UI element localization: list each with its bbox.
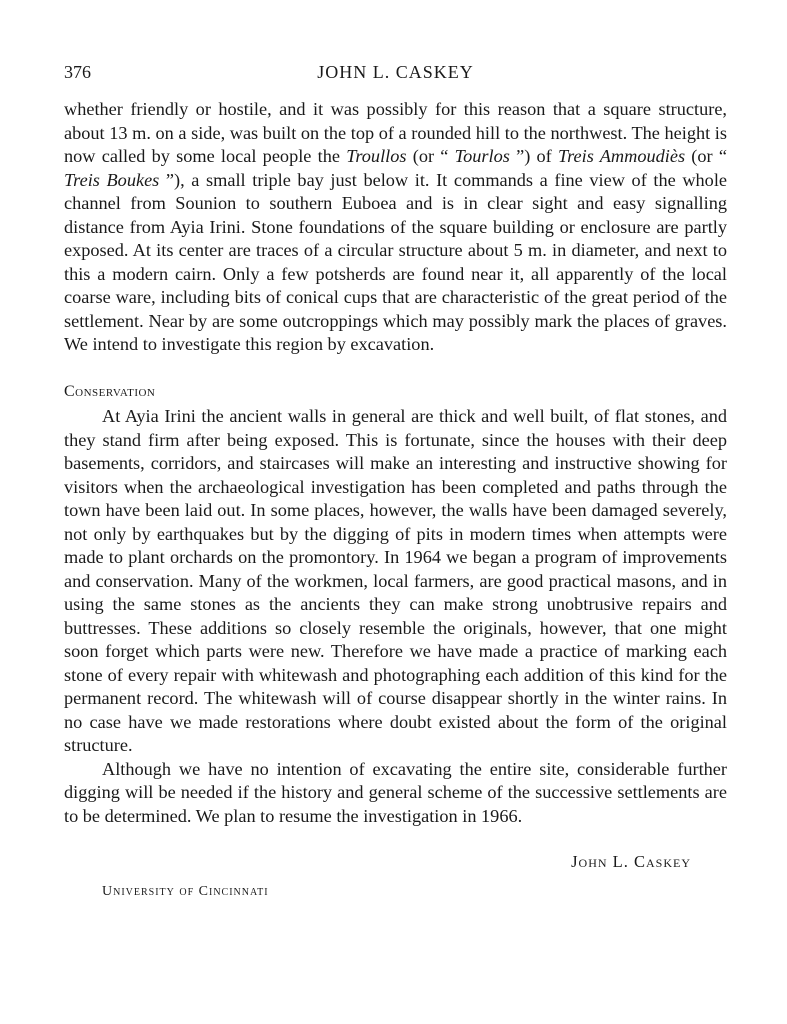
paragraph-1-text: whether friendly or hostile, and it was possibly for this reason that a square structure, about 13 m. on a side, was built on the top of a rounded hill to the northwest. The height is now called by some local people the [64,99,727,166]
page-number: 376 [64,62,91,82]
paragraph-2: At Ayia Irini the ancient walls in general are thick and well built, of flat stones, and they stand firm after being exposed. This is fortunate, since the houses with their deep basements, corridors, and staircases will make an interesting and instructive showing for visitors when the archaeological investigation has been completed and paths through the town have been laid out. In some places, however, the walls have been damaged severely, not only by earthquakes but by the digging of pits in modern times when attempts were made to plant orchards on the promontory. In 1964 we began a program of improvements and conservation. Many of the workmen, local farmers, are good practical masons, and in using the same stones as the ancients they can make strong unobtrusive repairs and buttresses. These additions so closely resemble the originals, however, that one might soon forget which parts were new. Therefore we have made a practice of marking each stone of every repair with whitewash and photographing each addition of this kind for the permanent record. The whitewash will of course disappear shortly in the winter rains. In no case have we made restorations where doubt existed about the form of the original structure. [64,406,727,755]
italic-treis-ammoudies: Treis Ammoudiès [557,146,686,166]
running-head [64,62,727,86]
section-heading-conservation: Conservation [64,382,156,400]
italic-troullos: Troullos [346,146,407,166]
author-signature: John L. Caskey [571,852,691,871]
running-head-title: JOHN L. CASKEY [317,62,474,82]
author-affiliation: University of Cincinnati [102,883,269,899]
paragraph-1-text: (or “ [406,146,455,166]
italic-tourlos: Tourlos [454,146,510,166]
paragraph-3: Although we have no intention of excavating the entire site, considerable further digging will be needed if the history and general scheme of the successive settlements are to be determined. We plan to resume the investigation in 1966. [64,758,727,826]
paragraph-1 [64,98,727,357]
paragraph-1-text: ”), a small triple bay just below it. It commands a fine view of the whole channel from Sounion to southern Euboea and is in clear sight and easy signalling distance from Ayia Irini. Stone foundations of the square building or enclosure are partly exposed. At its center are traces of a circular structure about 5 m. in diameter, and next to this a modern cairn. Only a few potsherds are found near it, all apparently of the local coarse ware, including bits of conical cups that are characteristic of the great period of the settlement. Near by are some outcroppings which may possibly mark the places of graves. We intend to investigate this region by excavation. [64,169,728,354]
body-text [64,98,727,903]
paragraph-1-text: (or “ [685,146,727,166]
paragraph-1-text: ”) of [509,146,558,166]
italic-treis-boukes: Treis Boukes [64,169,160,190]
